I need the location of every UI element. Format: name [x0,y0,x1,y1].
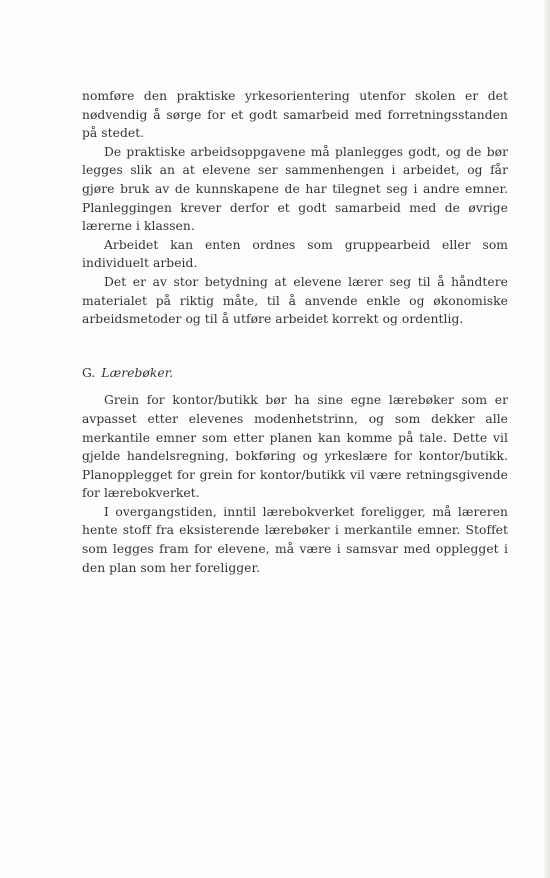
section-title: Lærebøker. [101,365,174,380]
paragraph-transition: I overgangstiden, inntil lærebokverket foreligger, må læreren hente stoff fra eksisterende lærebøker i merkantile emner. Stoffet som legges fram for elevene, må være i samsvar med opplegget i den plan som her foreligger. [82,504,508,575]
section-letter: G. [82,365,96,380]
paragraph-continued: nomføre den praktiske yrkesorientering utenfor skolen er det nødvendig å sørge for et godt samarbeid med forretningsstanden på stedet. [82,89,508,141]
page-edge-shadow [544,0,550,878]
section-heading-g [82,364,508,383]
paragraph-textbooks: Grein for kontor/butikk bør ha sine egne lærebøker som er avpasset etter elevenes modenhetstrinn, og som dekker alle merkantile emner som etter planen kan komme på tale. Dette vil gjelde handelsregning, bokføring og yrkeslære for kontor/butikk. Planopplegget for grein for kontor/butikk vil være retningsgivende for lærebokverket. [82,393,508,501]
paragraph-group-work: Arbeidet kan enten ordnes som gruppearbeid eller som individuelt arbeid. [82,237,508,271]
paragraph-materials: Det er av stor betydning at elevene lærer seg til å håndtere materialet på riktig måte, til å anvende enkle og økonomiske arbeidsmetoder og til å utføre arbeidet korrekt og ordentlig. [82,274,508,327]
body-text [82,87,508,577]
paragraph-planning: De praktiske arbeidsoppgavene må planlegges godt, og de bør legges slik an at elevene ser sammenhengen i arbeidet, og får gjøre bruk av de kunnskapene de har tilegnet seg i andre emner. Planleggingen krever derfor et godt samarbeid med de øvrige lærerne i klassen. [82,144,508,234]
